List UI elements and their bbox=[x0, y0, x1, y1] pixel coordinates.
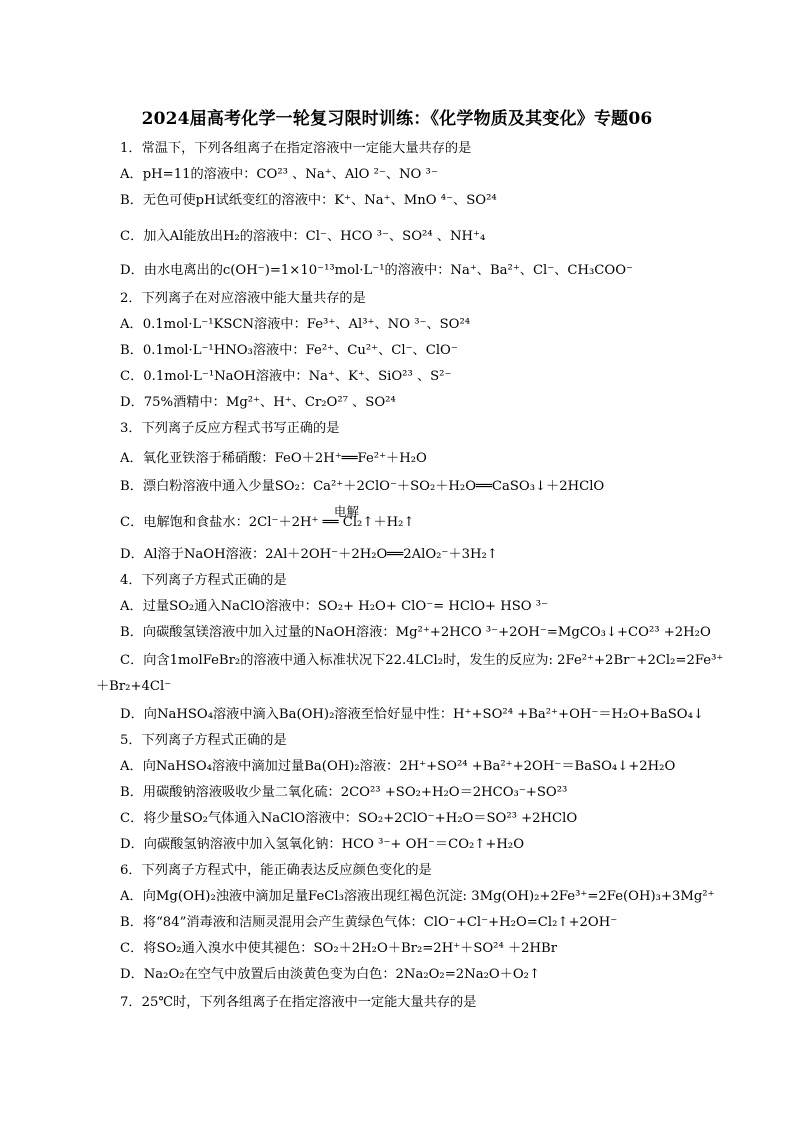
q1-option-c: C．加入Al能放出H₂的溶液中：Cl⁻、HCO ³⁻、SO²⁴ 、NH⁺₄ bbox=[120, 229, 486, 244]
question-3: 3．下列离子反应方程式书写正确的是 bbox=[120, 421, 340, 436]
question-4: 4．下列离子方程式正确的是 bbox=[120, 573, 287, 588]
q1-option-a: A．pH=11的溶液中：CO²³ 、Na⁺、AlO ²⁻、NO ³⁻ bbox=[120, 167, 438, 182]
q2-option-a: A．0.1mol·L⁻¹KSCN溶液中：Fe³⁺、Al³⁺、NO ³⁻、SO²⁴ bbox=[120, 317, 471, 332]
q6-option-d: D．Na₂O₂在空气中放置后由淡黄色变为白色：2Na₂O₂=2Na₂O＋O₂↑ bbox=[120, 967, 540, 982]
q5-option-d: D．向碳酸氢钠溶液中加入氢氧化钠：HCO ³⁻+ OH⁻＝CO₂↑+H₂O bbox=[120, 837, 525, 852]
question-2: 2．下列离子在对应溶液中能大量共存的是 bbox=[120, 291, 366, 306]
q5-option-b: B．用碳酸钠溶液吸收少量二氧化硫：2CO²³ +SO₂+H₂O＝2HCO₃⁻+SO²³ bbox=[120, 785, 568, 800]
document-title: 2024届高考化学一轮复习限时训练：《化学物质及其变化》专题06 bbox=[141, 109, 653, 129]
q1-option-d: D．由水电离出的c(OH⁻)=1×10⁻¹³mol·L⁻¹的溶液中：Na⁺、Ba²⁺、Cl⁻、CH₃COO⁻ bbox=[120, 263, 633, 278]
q4-option-a: A．过量SO₂通入NaClO溶液中：SO₂+ H₂O+ ClO⁻= HClO+ HSO ³⁻ bbox=[120, 599, 549, 614]
q1-option-b: B．无色可使pH试纸变红的溶液中：K⁺、Na⁺、MnO ⁴⁻、SO²⁴ bbox=[120, 193, 497, 208]
q2-option-c: C．0.1mol·L⁻¹NaOH溶液中：Na⁺、K⁺、SiO²³ 、S²⁻ bbox=[120, 369, 452, 384]
q3-option-b: B．漂白粉溶液中通入少量SO₂：Ca²⁺＋2ClO⁻＋SO₂＋H₂O══CaSO₃↓＋2HClO bbox=[120, 479, 605, 494]
q2-option-d: D．75%酒精中：Mg²⁺、H⁺、Cr₂O²⁷ 、SO²⁴ bbox=[120, 395, 396, 410]
q5-option-a: A．向NaHSO₄溶液中滴加过量Ba(OH)₂溶液：2H⁺+SO²⁴ +Ba²⁺+2OH⁻＝BaSO₄↓+2H₂O bbox=[120, 759, 676, 774]
q6-option-c: C．将SO₂通入溴水中使其褪色：SO₂＋2H₂O＋Br₂=2H⁺＋SO²⁴ ＋2HBr bbox=[120, 941, 558, 956]
q4-option-c: C．向含1molFeBr₂的溶液中通入标准状况下22.4LCl₂时，发生的反应为: 2Fe²⁺+2Br⁻+2Cl₂=2Fe³⁺ bbox=[120, 653, 724, 668]
q6-option-b: B．将“84”消毒液和洁厕灵混用会产生黄绿色气体：ClO⁻+Cl⁻+H₂O=Cl₂↑+2OH⁻ bbox=[120, 915, 618, 930]
electrolysis-label: 电解 bbox=[334, 504, 360, 519]
q4-option-c-continued: ＋Br₂+4Cl⁻ bbox=[96, 679, 172, 694]
q6-option-a: A．向Mg(OH)₂浊液中滴加足量FeCl₃溶液出现红褐色沉淀: 3Mg(OH)₂+2Fe³⁺=2Fe(OH)₃+3Mg²⁺ bbox=[120, 889, 715, 904]
question-7: 7．25℃时，下列各组离子在指定溶液中一定能大量共存的是 bbox=[120, 995, 477, 1010]
q4-option-b: B．向碳酸氢镁溶液中加入过量的NaOH溶液：Mg²⁺+2HCO ³⁻+2OH⁻=MgCO₃↓+CO²³ +2H₂O bbox=[120, 625, 711, 640]
q5-option-c: C．将少量SO₂气体通入NaClO溶液中：SO₂+2ClO⁻+H₂O＝SO²³ +2HClO bbox=[120, 811, 578, 826]
q4-option-d: D．向NaHSO₄溶液中滴入Ba(OH)₂溶液至恰好显中性：H⁺+SO²⁴ +Ba²⁺+OH⁻＝H₂O+BaSO₄↓ bbox=[120, 707, 704, 722]
q3-option-d: D．Al溶于NaOH溶液：2Al＋2OH⁻＋2H₂O══2AlO₂⁻＋3H₂↑ bbox=[120, 547, 498, 562]
q3-option-a: A．氧化亚铁溶于稀硝酸：FeO＋2H⁺══Fe²⁺＋H₂O bbox=[120, 451, 427, 466]
question-5: 5．下列离子方程式正确的是 bbox=[120, 733, 287, 748]
question-1: 1．常温下，下列各组离子在指定溶液中一定能大量共存的是 bbox=[120, 141, 472, 156]
q2-option-b: B．0.1mol·L⁻¹HNO₃溶液中：Fe²⁺、Cu²⁺、Cl⁻、ClO⁻ bbox=[120, 343, 458, 358]
question-6: 6．下列离子方程式中，能正确表达反应颜色变化的是 bbox=[120, 863, 432, 878]
q3-option-c: C．电解饱和食盐水：2Cl⁻＋2H⁺ ══ Cl₂↑＋H₂↑ bbox=[120, 515, 415, 530]
